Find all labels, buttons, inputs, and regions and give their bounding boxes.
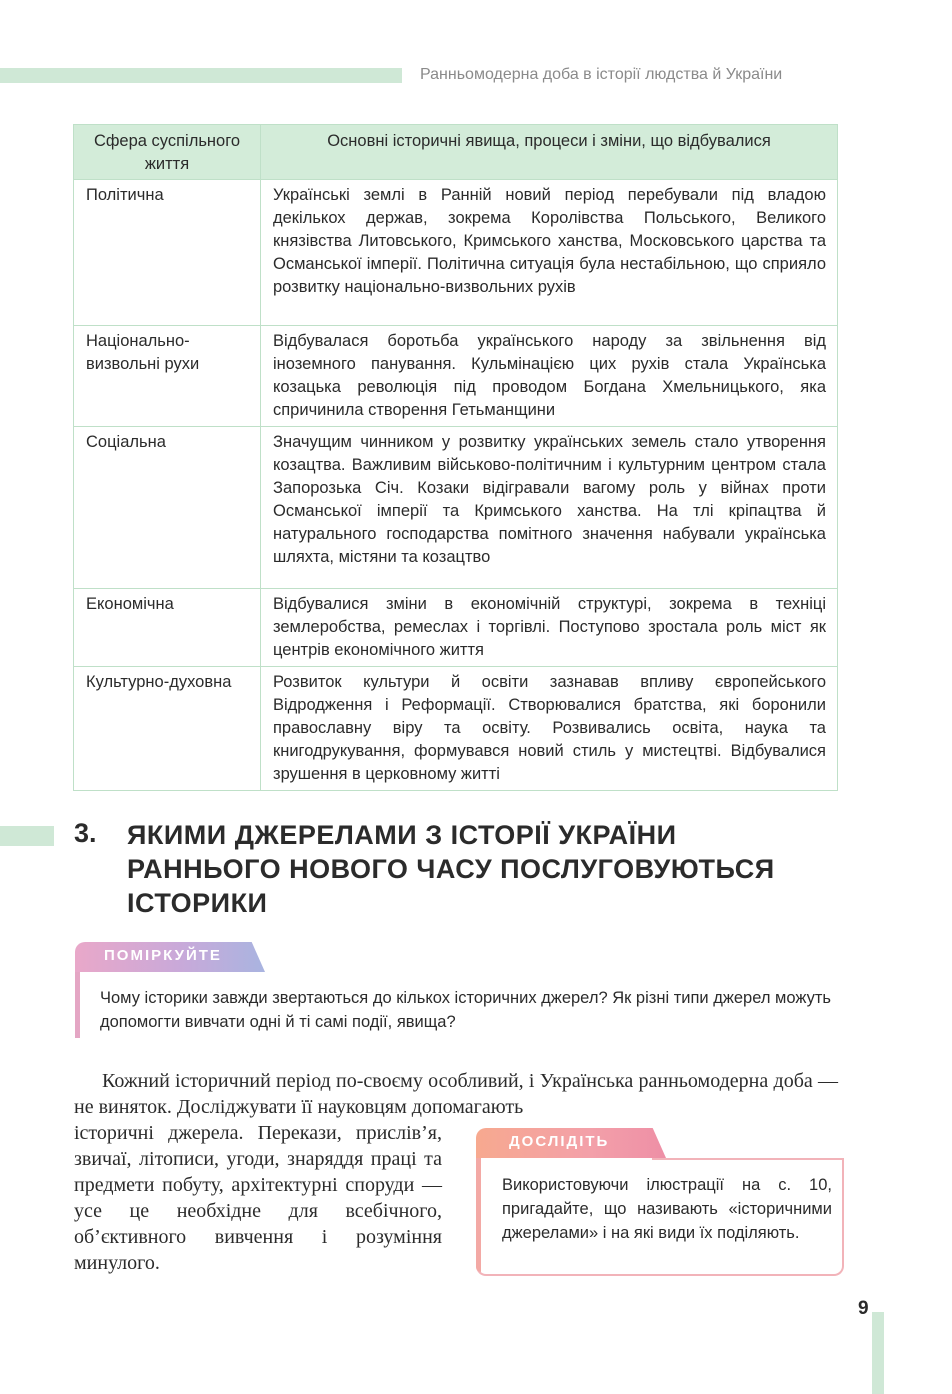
table-header-row [74,125,838,180]
row-description-cell: Відбувалися зміни в економічній структурі, зокрема в техніці землеробства, ремеслах і торгівлі. Поступово зростала роль міст як центрів економічного життя [261,589,838,667]
row-description-cell: Значущим чинником у розвитку українських земель стало утворення козацтва. Важливим військово-політичним і культурним центром стала Запорозька Січ. Козаки відігравали вагому роль у війнах проти Османської імперії та Кримського ханства. На тлі кріпацтва й натурального господарства помітного значення набували українська шляхта, містяни та козацтво [261,427,838,589]
column-header-description: Основні історичні явища, процеси і зміни, що відбувалися [261,125,838,180]
row-sphere-cell: Політична [74,180,261,326]
row-sphere-cell: Економічна [74,589,261,667]
page-accent-bar [872,1312,884,1394]
table-row [74,427,838,589]
row-description-cell: Розвиток культури й освіти зазнавав впливу європейського Відродження і Реформації. Створювалися братства, які боронили православну віру та освіту. Розвивались освіта, наука та книгодрукування, формувався новий стиль у мистецтві. Відбувалися зрушення в церковному житті [261,667,838,791]
row-sphere-cell: Соціальна [74,427,261,589]
explore-box-side-line [476,1158,481,1272]
table-row [74,667,838,791]
section-number: 3. [74,818,97,848]
row-description-cell: Українські землі в Ранній новий період перебували під владою декількох держав, зокрема Королівства Польського, Великого князівства Литовського, Кримського ханства, Московського царства та Османської імперії. Політична ситуація була нестабільною, що сприяло розвитку національно-визвольних рухів [261,180,838,326]
row-sphere-cell: Національно-визвольні рухи [74,326,261,427]
table-row [74,326,838,427]
explore-box-label: ДОСЛІДІТЬ [509,1133,610,1150]
header-accent-bar [0,68,402,83]
section-heading: ЯКИМИ ДЖЕРЕЛАМИ З ІСТОРІЇ УКРАЇНИ РАННЬОГО НОВОГО ЧАСУ ПОСЛУГОВУЮТЬСЯ ІСТОРИКИ [127,820,775,918]
section-accent-bar [0,826,54,846]
explore-box-task: Використовуючи ілюстрації на с. 10, пригадайте, що називають «історичними джерелами» і на які види їх поділяють. [502,1176,832,1242]
body-paragraph-continued: історичні джерела. Перекази, прислів’я, звичаї, літописи, угоди, знаряддя праці та предмети побуту, архітектурні споруди — усе це необхідне для всебічного, об’єктивного вивчення і розуміння минулого. [74,1122,442,1274]
table-row [74,589,838,667]
page-number: 9 [858,1298,869,1319]
row-sphere-cell: Культурно-духовна [74,667,261,791]
think-box-side-line [75,972,80,1038]
history-spheres-table [73,124,838,791]
row-description-cell: Відбувалася боротьба українського народу за звільнення від іноземного панування. Кульмінацією цих рухів стала Українська козацька революція під проводом Богдана Хмельницького, яка спричинила створення Гетьманщини [261,326,838,427]
running-header-title: Ранньомодерна доба в історії людства й України [420,66,783,83]
table-row [74,180,838,326]
column-header-sphere: Сфера суспільного життя [74,125,261,180]
think-box-question: Чому історики завжди звертаються до кількох історичних джерел? Як різні типи джерел можуть допомогти вивчати одні й ті самі події, явища? [100,989,832,1031]
think-box-label: ПОМІРКУЙТЕ [104,947,222,964]
body-paragraph-intro: Кожний історичний період по-своєму особливий, і Українська ранньомодерна доба — не виняток. Досліджувати її науковцям допомагають [74,1070,838,1118]
